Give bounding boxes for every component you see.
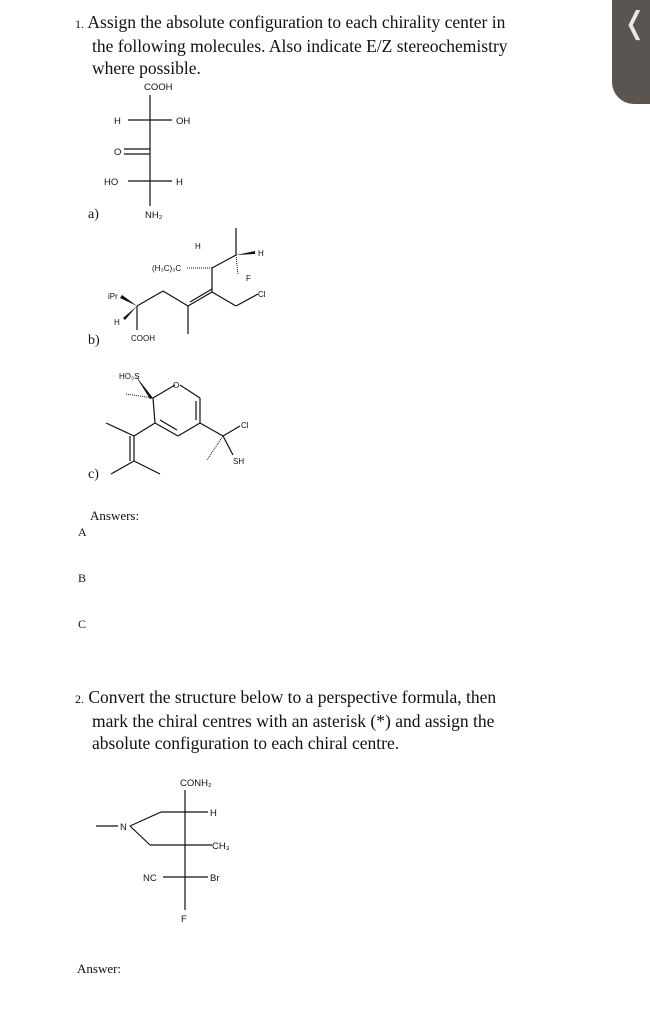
answer-2-label: Answer: [77, 961, 122, 976]
mol-b-tbu: (H₃C)₃C [152, 264, 182, 273]
mol-2-conh2: CONH₂ [180, 778, 212, 789]
mol-b-ipr: iPr [108, 292, 118, 301]
molecule-2 [96, 790, 212, 910]
mol-2-f: F [181, 914, 187, 925]
question-1-line1: Assign the absolute configuration to each chirality center in [87, 12, 506, 32]
mol-a-h1: H [114, 116, 121, 127]
mol-b-cooh: COOH [131, 334, 155, 343]
answer-letter-a: A [78, 525, 87, 539]
question-1-line2: the following molecules. Also indicate E/Z stereochemistry [92, 36, 508, 56]
question-2 [75, 686, 595, 754]
label-c: c) [88, 467, 99, 482]
question-1-line3: where possible. [92, 58, 201, 78]
answer-letter-c: C [78, 617, 87, 631]
mol-2-h: H [210, 808, 217, 819]
mol-2-ch3: CH₃ [212, 841, 230, 852]
answers-heading: Answers: [90, 508, 140, 523]
mol-a-oh: OH [176, 116, 191, 127]
mol-b-h-right: H [258, 249, 264, 258]
mol-a-o: O [114, 147, 122, 158]
mol-a-nh2: NH₂ [145, 210, 163, 221]
mol-b-h-top: H [195, 242, 201, 251]
mol-b-cl: Cl [258, 290, 266, 299]
label-a: a) [88, 207, 99, 222]
mol-2-n: N [120, 822, 127, 833]
question-1-number: 1. [75, 17, 84, 31]
mol-b-f: F [246, 274, 251, 283]
mol-b-h-left: H [114, 318, 120, 327]
mol-a-top: COOH [144, 82, 173, 93]
mol-2-br: Br [210, 873, 220, 884]
question-2-line3: absolute configuration to each chiral centre. [92, 733, 400, 753]
mol-a-ho: HO [104, 177, 119, 188]
question-2-line2: mark the chiral centres with an asterisk (*) and assign the [92, 711, 495, 731]
question-2-number: 2. [75, 692, 84, 706]
mol-c-ho3s: HO₃S [119, 372, 140, 381]
answer-letter-b: B [78, 571, 87, 585]
question-2-line1: Convert the structure below to a perspective formula, then [88, 687, 497, 707]
label-b: b) [88, 333, 100, 348]
mol-c-cl: Cl [241, 421, 249, 430]
chevron-left-icon: ❬ [622, 6, 648, 41]
mol-c-o: O [173, 381, 180, 390]
mol-2-nc: NC [143, 873, 157, 884]
molecule-c [106, 385, 240, 474]
molecule-a [124, 95, 172, 206]
mol-a-h2: H [176, 177, 183, 188]
mol-c-sh: SH [233, 457, 245, 466]
